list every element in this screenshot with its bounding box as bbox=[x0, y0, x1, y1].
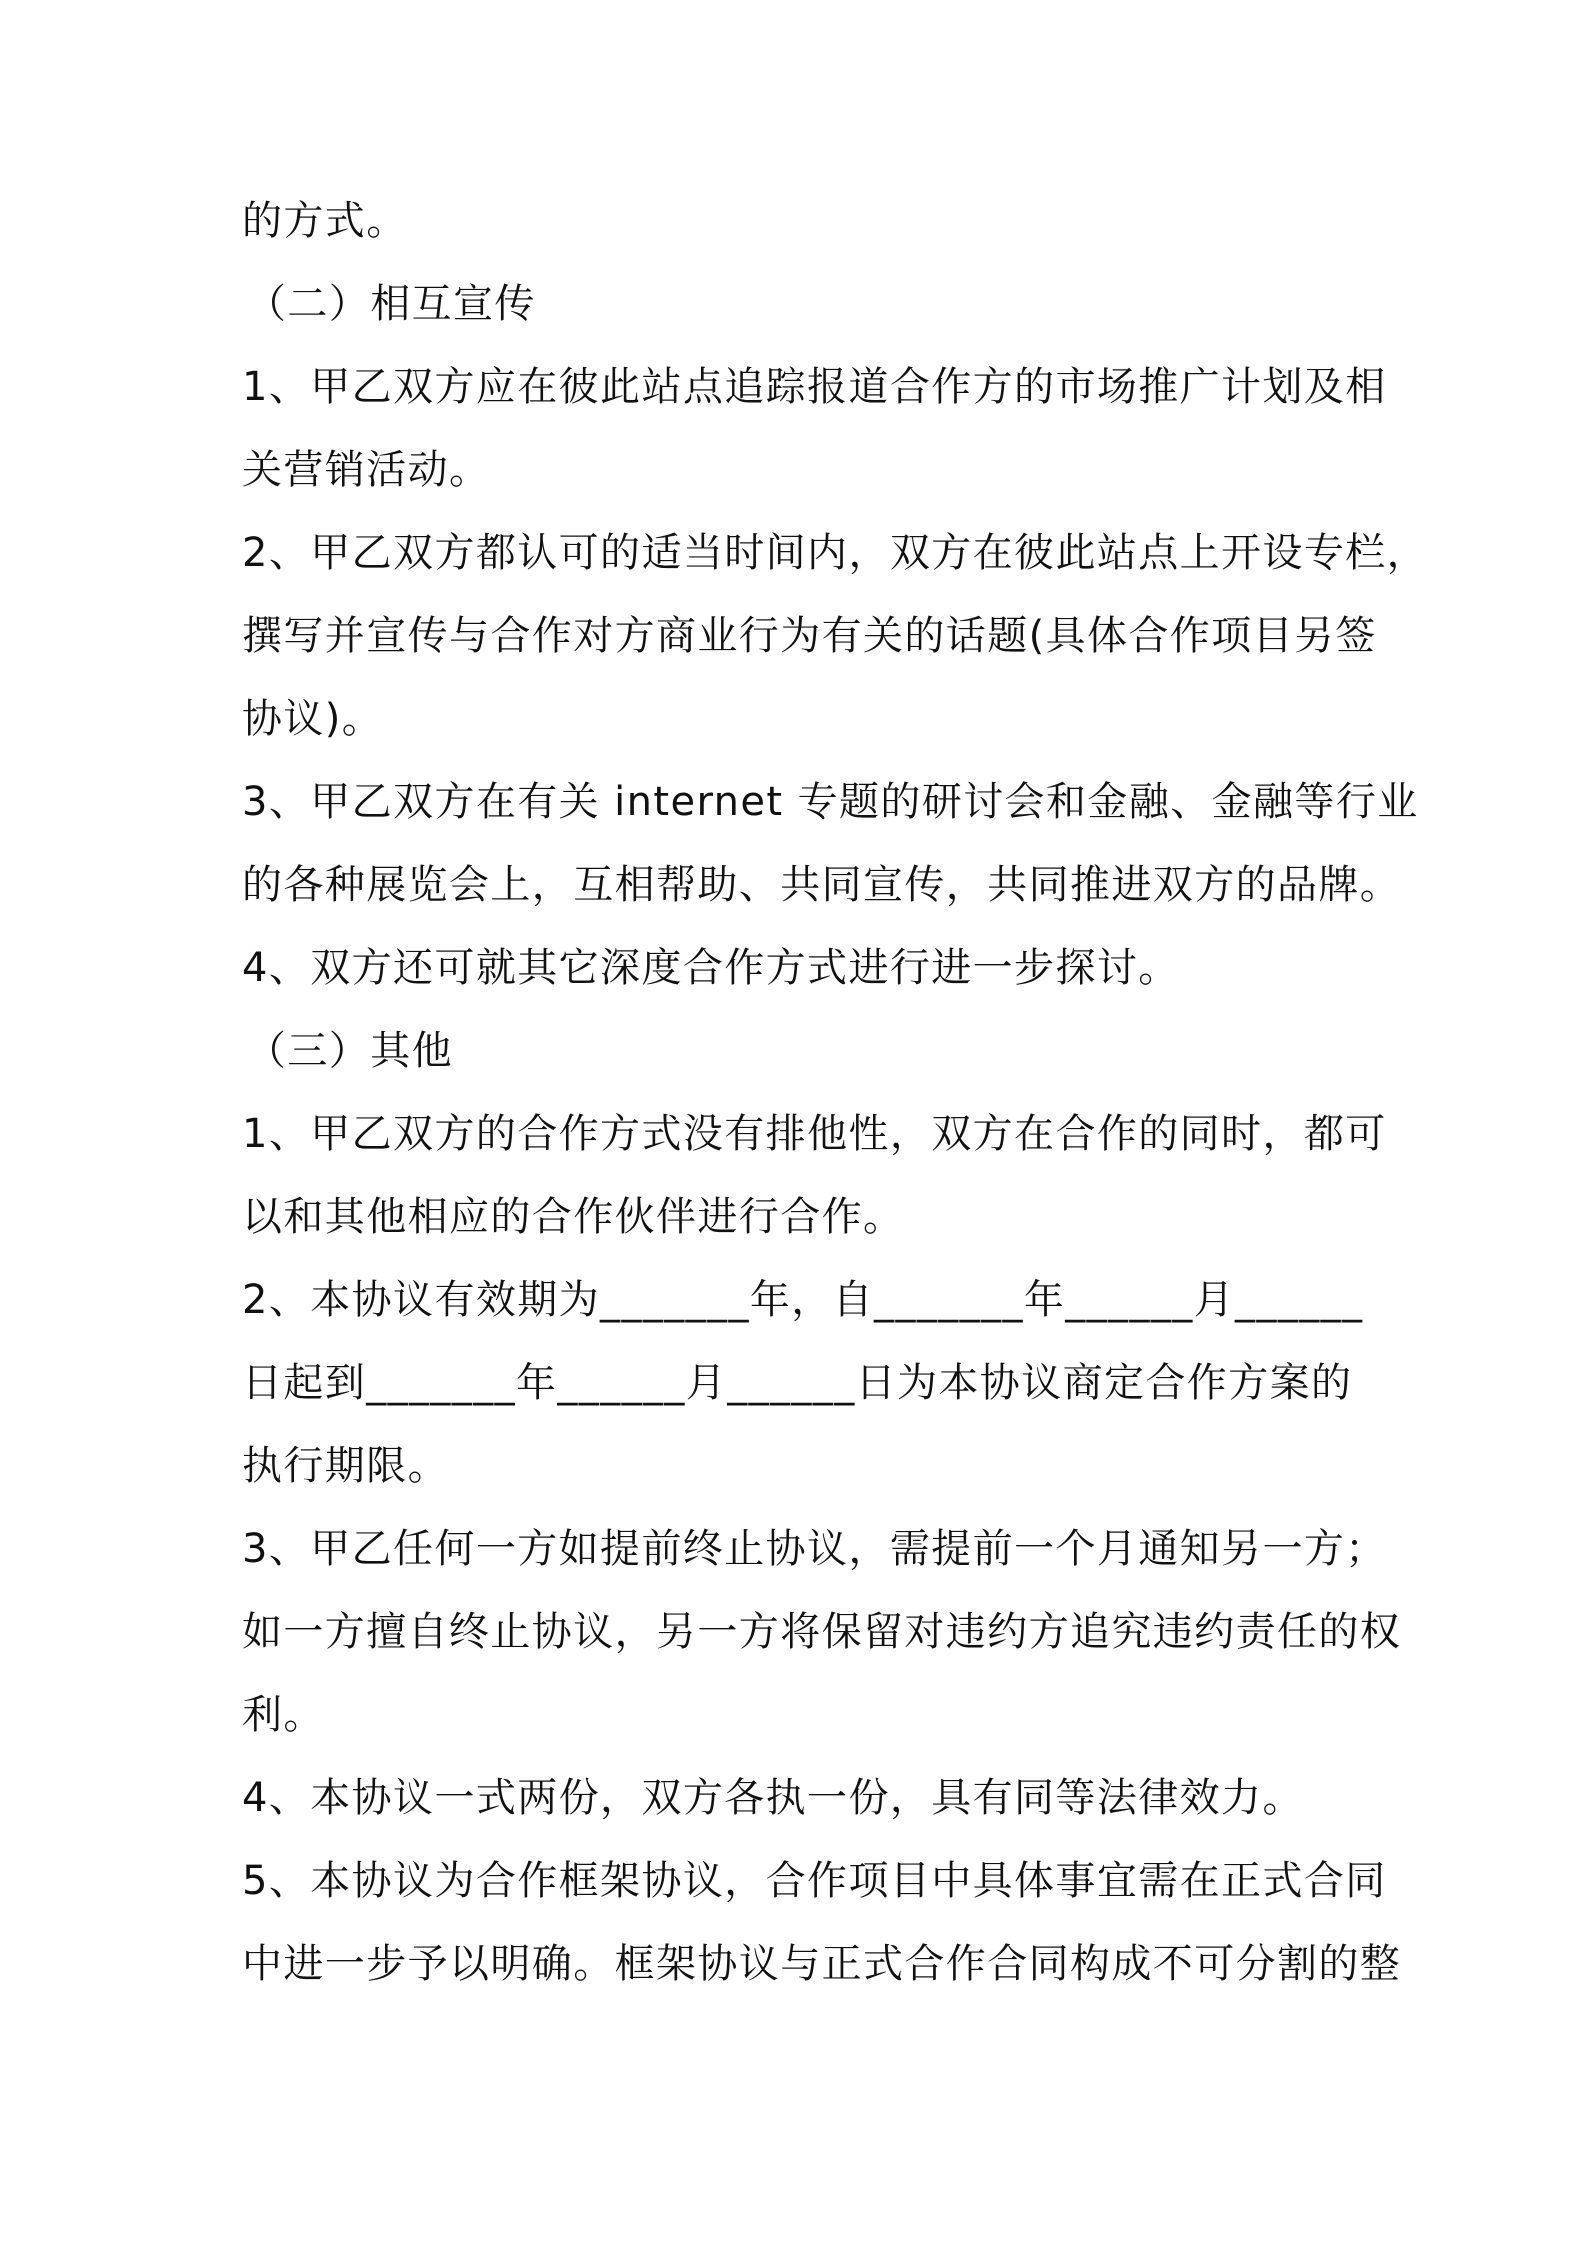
text-line: 的各种展览会上，互相帮助、共同宣传，共同推进双方的品牌。 bbox=[242, 862, 1402, 908]
text-line: 日起到_______年______月______日为本协议商定合作方案的 bbox=[242, 1360, 1353, 1406]
text-line: 4、双方还可就其它深度合作方式进行进一步探讨。 bbox=[242, 945, 1180, 991]
text-line: 3、甲乙双方在有关 internet 专题的研讨会和金融、金融等行业 bbox=[242, 779, 1419, 825]
text-line: 的方式。 bbox=[242, 198, 408, 244]
section-heading-other: （三）其他 bbox=[246, 1028, 453, 1074]
text-line: 4、本协议一式两份，双方各执一份，具有同等法律效力。 bbox=[242, 1775, 1304, 1821]
text-line: 1、甲乙双方的合作方式没有排他性，双方在合作的同时，都可 bbox=[242, 1111, 1387, 1157]
text-line: 2、本协议有效期为_______年，自_______年______月______ bbox=[242, 1277, 1364, 1323]
text-line: 中进一步予以明确。框架协议与正式合作合同构成不可分割的整 bbox=[242, 1941, 1402, 1987]
text-line: 3、甲乙任何一方如提前终止协议，需提前一个月通知另一方； bbox=[242, 1526, 1387, 1572]
text-line: 撰写并宣传与合作对方商业行为有关的话题(具体合作项目另签 bbox=[242, 613, 1377, 659]
text-line: 如一方擅自终止协议，另一方将保留对违约方追究违约责任的权 bbox=[242, 1609, 1402, 1655]
text-line: 2、甲乙双方都认可的适当时间内，双方在彼此站点上开设专栏， bbox=[242, 530, 1429, 576]
text-line: 执行期限。 bbox=[242, 1443, 449, 1489]
text-line: 关营销活动。 bbox=[242, 447, 491, 493]
text-line: 以和其他相应的合作伙伴进行合作。 bbox=[242, 1194, 905, 1240]
text-line: 协议)。 bbox=[242, 696, 384, 742]
section-heading-mutual-promotion: （二）相互宣传 bbox=[246, 281, 536, 327]
document-body bbox=[242, 180, 1429, 2006]
text-line: 5、本协议为合作框架协议，合作项目中具体事宜需在正式合同 bbox=[242, 1858, 1387, 1904]
text-line: 1、甲乙双方应在彼此站点追踪报道合作方的市场推广计划及相 bbox=[242, 364, 1387, 410]
text-line: 利。 bbox=[242, 1692, 325, 1738]
